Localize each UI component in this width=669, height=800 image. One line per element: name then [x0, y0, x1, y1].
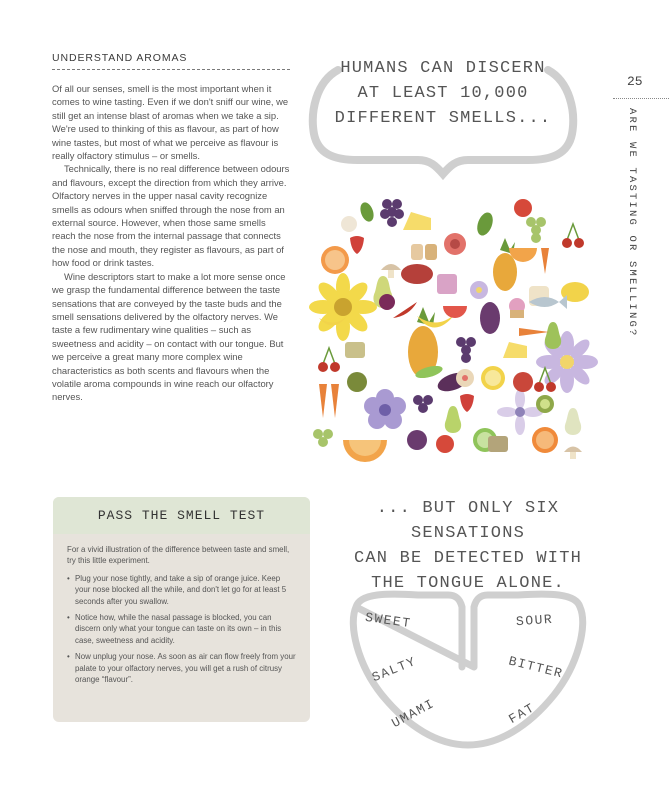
list-item: • Notice how, while the nasal passage is blocked, you can discern only what your tongue can taste on its own – in this case, sweetness and acidity.: [67, 612, 296, 646]
smell-test-intro: For a vivid illustration of the difference between taste and smell, try this little experiment.: [67, 545, 290, 566]
taste-sour: SOUR: [515, 611, 554, 630]
page-number-rule: [613, 98, 669, 99]
taste-salty: SALTY: [369, 653, 419, 686]
tomato-icon: [436, 435, 454, 453]
chili-pepper-icon: [393, 302, 417, 318]
pear-icon: [545, 322, 561, 349]
small-flower-icon: [470, 281, 488, 299]
headline-bottom: [318, 496, 618, 596]
smell-test-body: [53, 534, 310, 685]
taste-umami: UMAMI: [389, 695, 438, 732]
orange-slice-icon: [321, 246, 349, 274]
apple-icon: [347, 372, 367, 392]
pear-icon: [445, 406, 461, 433]
list-item: • Now unplug your nose. As soon as air can flow freely from your palate to your olfactory nerves, you will get a rush of citrusy orange “flavour”.: [67, 651, 296, 685]
plum-icon: [407, 430, 427, 450]
taste-sweet: SWEET: [364, 609, 413, 632]
mushroom-icon: [381, 264, 401, 278]
article: [52, 52, 290, 404]
beetroot-icon: [379, 294, 395, 310]
sunflower-icon: [309, 273, 377, 341]
coffee-cup-icon: [345, 342, 365, 358]
pineapple-icon: [493, 238, 517, 291]
headline-line: CAN BE DETECTED WITH: [353, 549, 583, 568]
list-item: • Plug your nose tightly, and take a sip of orange juice. Keep your nose blocked all the while, and don't let go for at least 5 seconds after you swallow.: [67, 573, 296, 607]
headline-line: AT LEAST 10,000: [357, 84, 529, 103]
small-flower-icon: [456, 369, 474, 387]
steak-icon: [401, 264, 433, 284]
smell-test-title: PASS THE SMELL TEST: [53, 497, 310, 534]
carrot-icon: [319, 384, 327, 418]
lemon-slice-icon: [481, 366, 505, 390]
pear-icon: [565, 408, 581, 435]
cheese-icon: [403, 212, 431, 230]
garlic-icon: [341, 216, 357, 232]
smell-test-box: [53, 497, 310, 722]
grapes-icon: [380, 199, 404, 227]
herb-icon: [358, 201, 376, 224]
raspberry-icon: [444, 233, 466, 255]
carrot-icon: [519, 328, 549, 336]
mushroom-icon: [564, 447, 582, 460]
cheese-icon: [503, 342, 527, 358]
article-body: [52, 82, 290, 404]
grapes-icon: [456, 337, 476, 363]
taste-bitter: BITTER: [507, 653, 565, 682]
strawberry-icon: [350, 236, 364, 254]
cherries-icon: [318, 348, 340, 372]
running-head: [623, 108, 643, 338]
white-flower-icon: [497, 389, 543, 435]
cherries-icon: [562, 224, 584, 248]
strawberry-icon: [460, 394, 474, 412]
carrot-icon: [331, 384, 339, 418]
melon-slice-icon: [343, 440, 387, 462]
taste-fat: FAT: [506, 700, 538, 727]
mug-icon: [437, 274, 457, 294]
smell-test-steps: [67, 573, 296, 686]
apple-icon: [513, 372, 533, 392]
kiwi-icon: [536, 395, 554, 413]
headline-top: [318, 56, 568, 131]
running-head-text: ARE WE TASTING OR SMELLING?: [626, 108, 638, 338]
orange-slice-icon: [532, 427, 558, 453]
page-number: 25: [627, 74, 643, 89]
headline-line: DIFFERENT SMELLS...: [334, 109, 552, 128]
grapes-icon: [413, 395, 433, 413]
headline-line: HUMANS CAN DISCERN: [340, 59, 546, 78]
paragraph: Wine descriptors start to make a lot more sense once we grasp the fundamental difference between the taste sensations that are conveyed by the taste buds and the smell sensations delivered by the olfactory nerves. We taste a few rudimentary wine qualities – such as sweetness and acidity – on contact with our tongue. But we perceive a great many more complex wine characteristics as both scents and flavours when the volatile aroma compounds in wine reach our olfactory nerves.: [52, 270, 286, 403]
food-aroma-illustration: [305, 172, 605, 462]
tomato-icon: [514, 199, 532, 217]
coffee-cup-icon: [488, 436, 508, 452]
headline-line: THE TONGUE ALONE.: [371, 574, 565, 593]
carrot-icon: [541, 248, 549, 274]
headline-line: ... BUT ONLY SIX SENSATIONS: [376, 499, 560, 543]
watermelon-slice-icon: [443, 306, 467, 318]
paragraph: Technically, there is no real difference between odours and flavours, except the direction from which they arrive. Olfactory nerves in the upper nasal cavity recognize smells as odours when sniffed through the nose from an external source. However, when those same smells reach the nose from the internal passage that connects the nose and mouth, they register as flavours, as part of how food or drink tastes.: [52, 163, 290, 269]
leaf-icon: [474, 210, 495, 237]
plum-icon: [480, 302, 500, 334]
violet-flower-icon: [364, 389, 406, 429]
paragraph: Of all our senses, smell is the most important when it comes to wine tasting. Even if we don't sniff our wine, we still get an intense blast of aromas when we take a sip. We're used to thinking of this as flavour, as part of how wine tastes, but most of what we perceive as flavour is really olfactory stimulus – or smells.: [52, 83, 289, 162]
bread-icon: [411, 244, 437, 260]
green-grapes-icon: [313, 429, 333, 447]
cupcake-icon: [509, 298, 525, 318]
section-title: UNDERSTAND AROMAS: [52, 52, 290, 70]
green-grapes-icon: [526, 217, 546, 243]
